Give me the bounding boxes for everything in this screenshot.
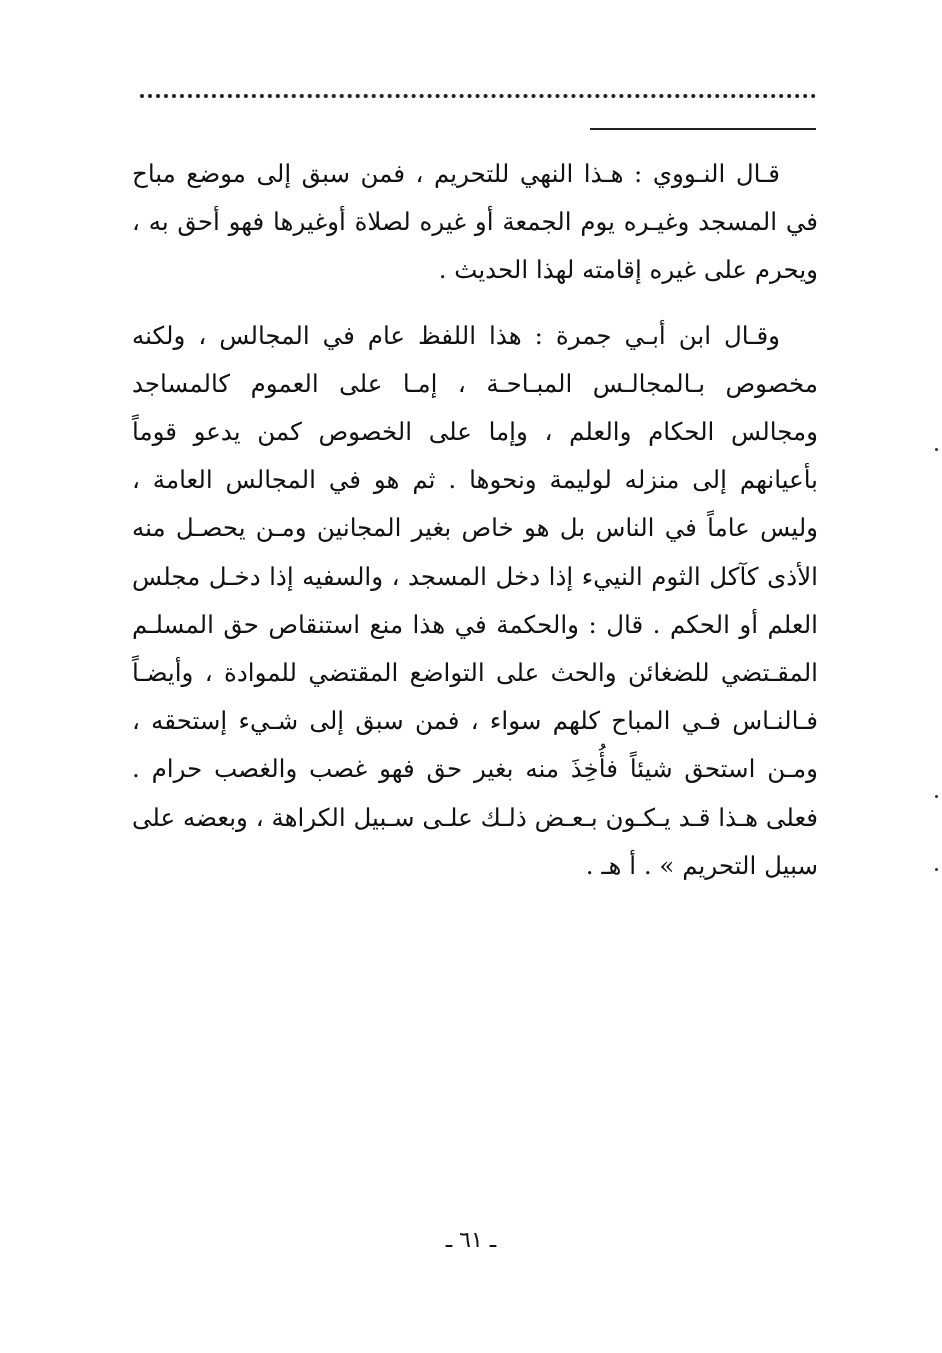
scan-speck bbox=[935, 868, 938, 871]
header-dotted-rule bbox=[140, 94, 816, 98]
header-short-rule bbox=[590, 128, 816, 130]
paragraph-nawawi: قـال النـووي : هـذا النهي للتحريم ، فمن سبق إلى موضع مباح في المسجد وغيـره يوم الجمعة أو غيره لصلاة أوغيرها فهو أحق به ، ويحرم على غيره إقامته لهذا الحديث . bbox=[132, 159, 818, 285]
paragraph-ibn-abi-jamra: وقـال ابن أبـي جمرة : هذا اللفظ عام في المجالس ، ولكنه مخصوص بـالمجالـس المبـاحـة ، إمـا على العموم كالمساجد ومجالس الحكام والعلم ، وإما على الخصوص كمن يدعو قوماً بأعيانهم إلى منزله لوليمة ونحوها . ثم هو في المجالس العامة ، وليس عاماً في الناس بل هو خاص بغير المجانين ومـن يحصـل منه الأذى كآكل الثوم النييء إذا دخل المسجد ، والسفيه إذا دخـل مجلس العلم أو الحكم . قال : والحكمة في هذا منع استنقاص حق المسلـم المقـتضي للضغائن والحث على التواضع المقتضي للموادة ، وأيضـاً فـالنـاس فـي المباح كلهم سواء ، فمن سبق إلى شـيء إستحقه ، ومـن استحق شيئاً فأُخِذَ منه بغير حق فهو غصب والغصب حرام . فعلى هـذا قـد يـكـون بـعـض ذلـك علـى سـبيل الكراهة ، وبعضه على سبيل التحريم » . أ هـ . bbox=[132, 320, 818, 880]
paragraph-spacer bbox=[132, 295, 818, 312]
scan-speck bbox=[935, 795, 938, 798]
body-text bbox=[132, 150, 818, 890]
scan-speck bbox=[935, 448, 938, 451]
page-number: ـ ٦١ ـ bbox=[445, 1228, 497, 1253]
